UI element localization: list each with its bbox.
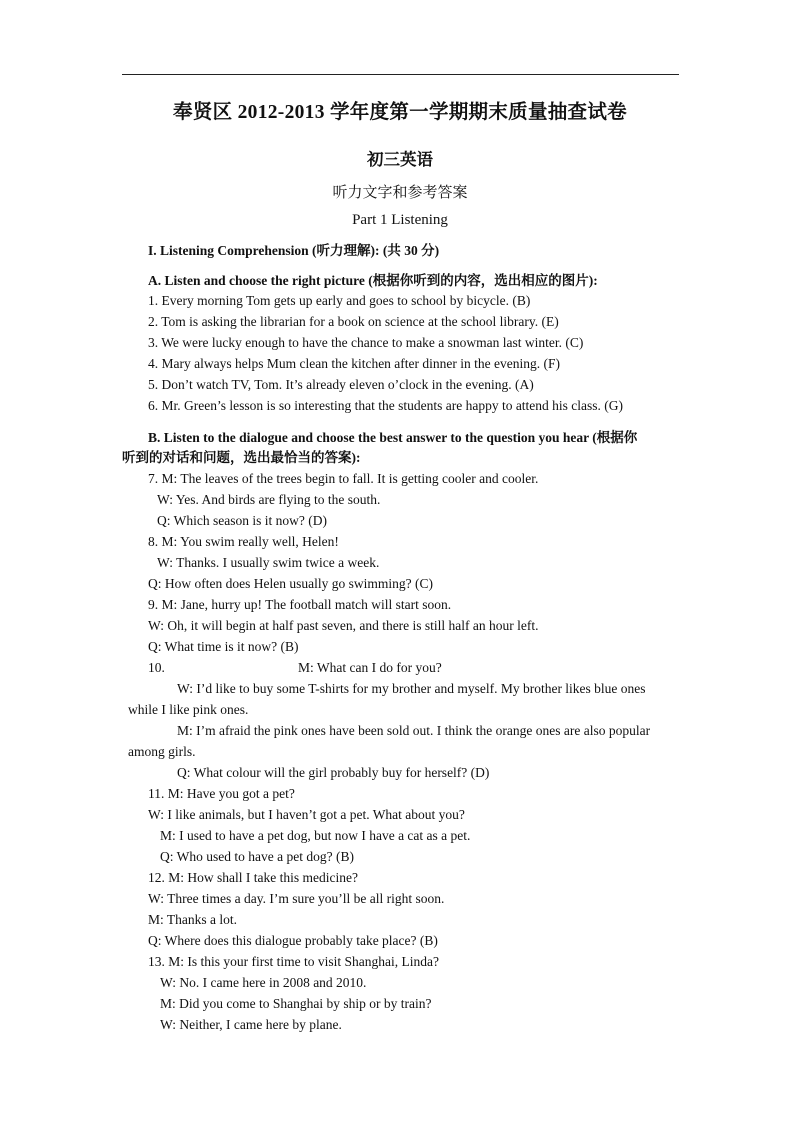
list-item: 5. Don’t watch TV, Tom. It’s already eleven o’clock in the evening. (A): [148, 377, 534, 392]
dialogue-line: W: No. I came here in 2008 and 2010.: [160, 975, 367, 990]
section-a-heading: A. Listen and choose the right picture (根据你听到的内容，选出相应的图片):: [148, 273, 598, 288]
dialogue-line: among girls.: [128, 744, 196, 759]
dialogue-line: W: Thanks. I usually swim twice a week.: [157, 555, 380, 570]
subject-title: 初三英语: [367, 150, 433, 169]
list-item: 6. Mr. Green’s lesson is so interesting that the students are happy to attend his class. (G): [148, 398, 624, 413]
top-rule: [122, 74, 679, 75]
dialogue-line: 13. M: Is this your first time to visit Shanghai, Linda?: [148, 954, 439, 969]
section-b-heading: B. Listen to the dialogue and choose the best answer to the question you hear (根据你: [148, 430, 638, 445]
dialogue-line: W: I’d like to buy some T-shirts for my brother and myself. My brother likes blue ones: [177, 681, 646, 696]
dialogue-line: M: What can I do for you?: [298, 660, 442, 675]
dialogue-line: Q: How often does Helen usually go swimming? (C): [148, 576, 433, 591]
list-item: 4. Mary always helps Mum clean the kitchen after dinner in the evening. (F): [148, 356, 561, 371]
dialogue-line: 7. M: The leaves of the trees begin to fall. It is getting cooler and cooler.: [148, 471, 539, 486]
section-b-heading-cont: 听到的对话和问题，选出最恰当的答案):: [122, 450, 361, 465]
dialogue-line: M: Thanks a lot.: [148, 912, 237, 927]
dialogue-line: W: I like animals, but I haven’t got a pet. What about you?: [148, 807, 465, 822]
list-item: 2. Tom is asking the librarian for a book on science at the school library. (E): [148, 314, 559, 329]
dialogue-line: Q: What time is it now? (B): [148, 639, 299, 654]
document-subtitle: 听力文字和参考答案: [332, 185, 468, 201]
dialogue-line: M: I’m afraid the pink ones have been sold out. I think the orange ones are also popular: [177, 723, 651, 738]
part-heading: Part 1 Listening: [352, 212, 448, 228]
dialogue-line: while I like pink ones.: [128, 702, 249, 717]
list-item: 1. Every morning Tom gets up early and goes to school by bicycle. (B): [148, 293, 531, 308]
dialogue-line: M: Did you come to Shanghai by ship or by train?: [160, 996, 432, 1011]
dialogue-line: 11. M: Have you got a pet?: [148, 786, 295, 801]
dialogue-line: Q: Which season is it now? (D): [157, 513, 327, 528]
list-item: 3. We were lucky enough to have the chance to make a snowman last winter. (C): [148, 335, 584, 350]
dialogue-line: W: Three times a day. I’m sure you’ll be all right soon.: [148, 891, 445, 906]
dialogue-line: 9. M: Jane, hurry up! The football match will start soon.: [148, 597, 452, 612]
dialogue-line: W: Yes. And birds are flying to the south.: [157, 492, 381, 507]
dialogue-line: M: I used to have a pet dog, but now I have a cat as a pet.: [160, 828, 471, 843]
dialogue-line: W: Oh, it will begin at half past seven, and there is still half an hour left.: [148, 618, 539, 633]
dialogue-line: Q: Who used to have a pet dog? (B): [160, 849, 354, 864]
dialogue-line: Q: Where does this dialogue probably take place? (B): [148, 933, 438, 948]
dialogue-line: 8. M: You swim really well, Helen!: [148, 534, 339, 549]
dialogue-line: 12. M: How shall I take this medicine?: [148, 870, 358, 885]
section-i-heading: I. Listening Comprehension (听力理解): (共 30 分): [148, 243, 440, 258]
page-title: 奉贤区 2012-2013 学年度第一学期期末质量抽查试卷: [173, 102, 627, 123]
dialogue-number: 10.: [148, 660, 165, 675]
dialogue-line: W: Neither, I came here by plane.: [160, 1017, 342, 1032]
dialogue-line: Q: What colour will the girl probably buy for herself? (D): [177, 765, 490, 780]
